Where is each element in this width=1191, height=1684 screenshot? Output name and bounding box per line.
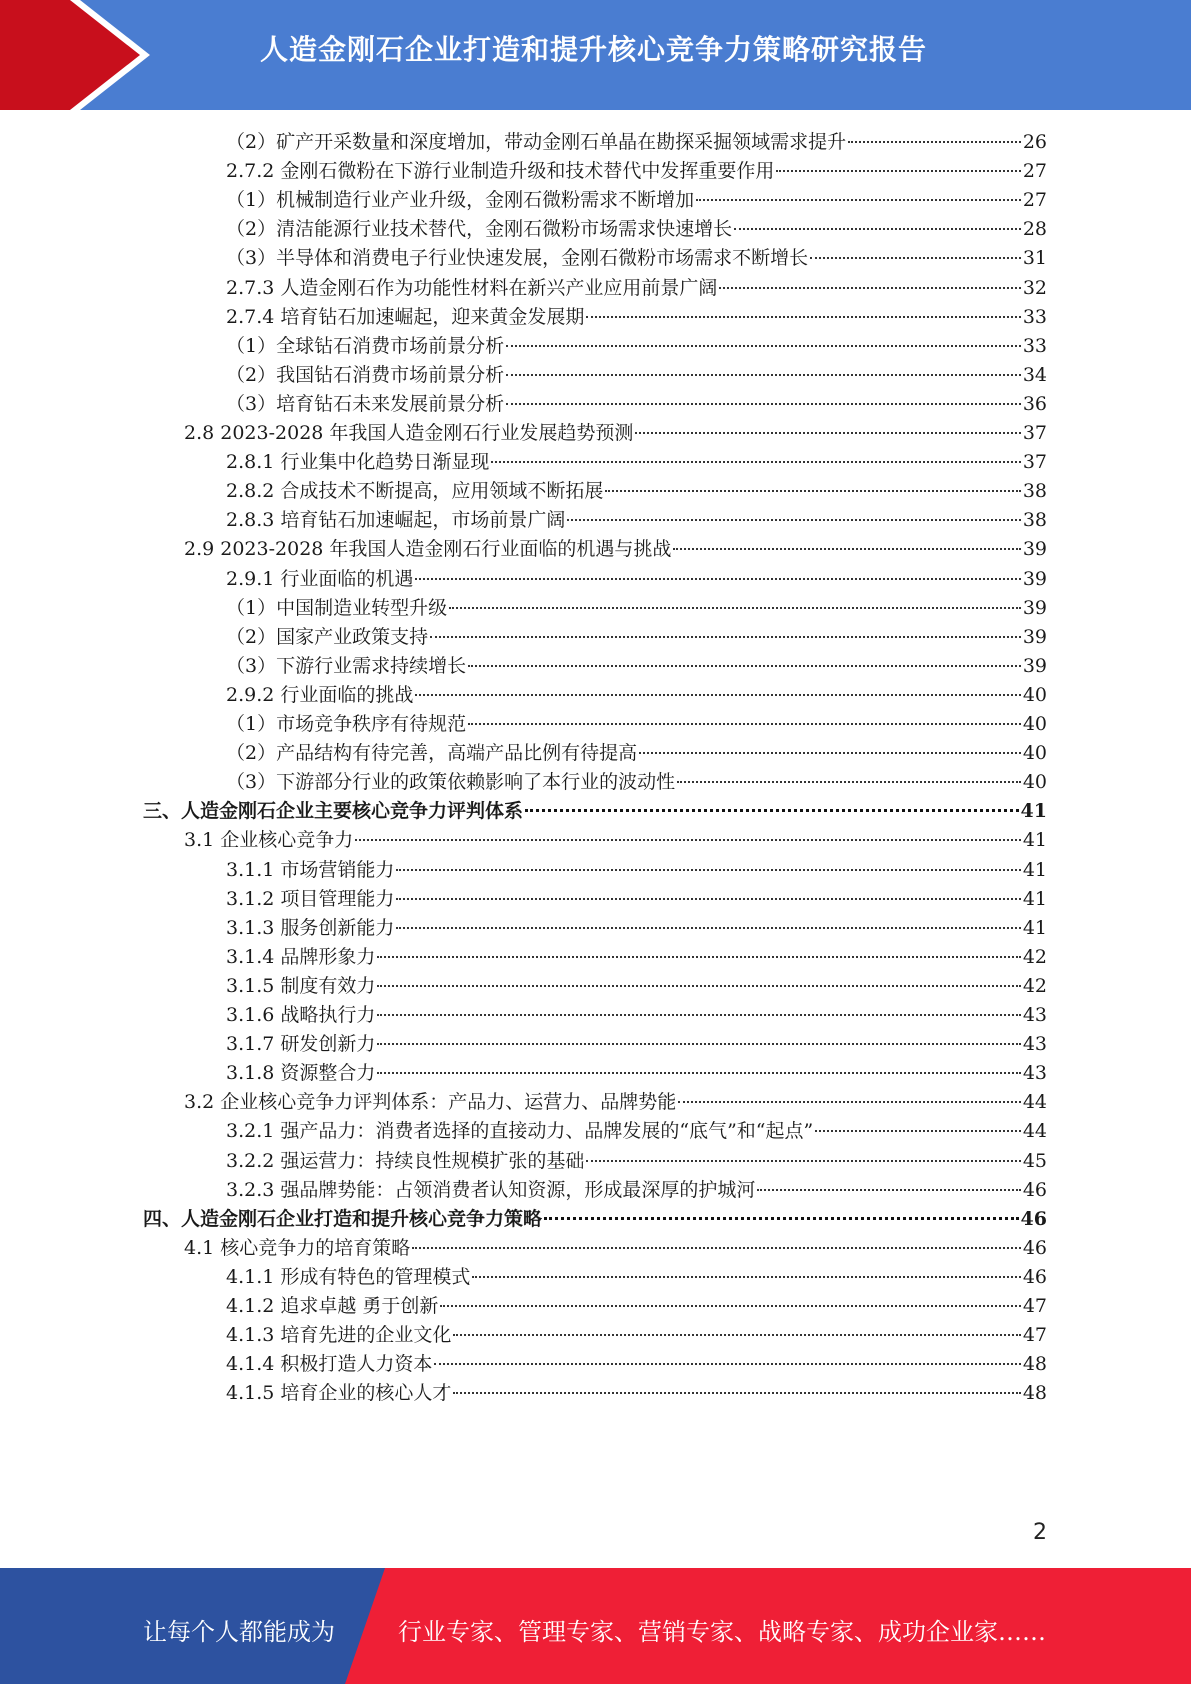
toc-entry[interactable]: [226, 738, 1047, 769]
toc-entry-title: 3.1.4 品牌形象力: [226, 945, 376, 968]
toc-entry-page: 27: [1022, 189, 1047, 212]
toc-dot-leader: [815, 1129, 1021, 1132]
toc-entry-title: 3.1.6 战略执行力: [226, 1004, 376, 1026]
toc-entry-page: 40: [1022, 771, 1047, 794]
toc-entry-page: 33: [1022, 305, 1047, 328]
toc-entry[interactable]: [226, 1175, 1047, 1206]
toc-entry[interactable]: [226, 273, 1047, 304]
toc-entry-page: 41: [1020, 800, 1047, 823]
toc-dot-leader: [696, 198, 1021, 201]
toc-dot-leader: [635, 431, 1020, 434]
footer-slogan-right: 行业专家、管理专家、营销专家、战略专家、成功企业家……: [398, 1618, 1046, 1646]
toc-entry-page: 43: [1022, 1033, 1047, 1056]
toc-entry-title: （3）下游部分行业的政策依赖影响了本行业的波动性: [226, 771, 676, 794]
toc-entry[interactable]: [184, 825, 1047, 856]
toc-entry-title: 2.8.3 培育钻石加速崛起，市场前景广阔: [226, 509, 566, 532]
toc-entry[interactable]: [184, 1233, 1047, 1264]
toc-entry[interactable]: [226, 1029, 1047, 1060]
toc-dot-leader: [449, 606, 1021, 609]
toc-entry[interactable]: [226, 855, 1047, 886]
toc-entry-page: 37: [1022, 422, 1047, 444]
toc-entry[interactable]: [226, 709, 1047, 740]
toc-entry-page: 41: [1022, 858, 1047, 881]
toc-dot-leader: [525, 808, 1019, 812]
toc-dot-leader: [848, 140, 1021, 143]
toc-entry-title: 三、人造金刚石企业主要核心竞争力评判体系: [143, 800, 524, 823]
toc-entry-title: （1）中国制造业转型升级: [226, 596, 448, 619]
toc-dot-leader: [377, 1071, 1020, 1074]
toc-entry-page: 36: [1022, 392, 1047, 415]
toc-dot-leader: [453, 1333, 1020, 1336]
toc-dot-leader: [440, 1304, 1020, 1307]
toc-entry[interactable]: [184, 418, 1047, 449]
toc-dot-leader: [757, 1188, 1020, 1191]
toc-entry-title: （3）培育钻石未来发展前景分析: [226, 392, 505, 415]
toc-entry-title: 3.1.3 服务创新能力: [226, 916, 395, 939]
toc-dot-leader: [506, 373, 1021, 376]
toc-entry-title: 3.1.8 资源整合力: [226, 1062, 376, 1085]
toc-dot-leader: [605, 489, 1020, 492]
toc-dot-leader: [377, 955, 1020, 958]
toc-dot-leader: [396, 868, 1020, 871]
toc-entry[interactable]: [226, 767, 1047, 798]
toc-entry-title: 4.1.4 积极打造人力资本: [226, 1353, 433, 1376]
toc-entry[interactable]: [226, 622, 1047, 653]
toc-entry-title: （1）机械制造行业产业升级，金刚石微粉需求不断增加: [226, 189, 695, 212]
toc-entry[interactable]: [226, 1291, 1047, 1322]
toc-dot-leader: [506, 344, 1021, 347]
toc-entry-title: 3.1.1 市场营销能力: [226, 858, 395, 881]
toc-entry[interactable]: [226, 1058, 1047, 1089]
toc-entry[interactable]: [226, 185, 1047, 216]
toc-entry-title: 4.1.2 追求卓越 勇于创新: [226, 1295, 439, 1317]
report-title: 人造金刚石企业打造和提升核心竞争力策略研究报告: [260, 33, 928, 66]
toc-dot-leader: [673, 547, 1020, 550]
toc-entry-title: （2）清洁能源行业技术替代，金刚石微粉市场需求快速增长: [226, 218, 733, 241]
toc-entry-title: 3.2.1 强产品力：消费者选择的直接动力、品牌发展的“底气”和“起点”: [226, 1120, 814, 1143]
toc-entry[interactable]: [226, 302, 1047, 333]
toc-entry-page: 41: [1022, 916, 1047, 939]
toc-entry[interactable]: [226, 1262, 1047, 1293]
toc-entry[interactable]: [143, 1204, 1047, 1235]
toc-dot-leader: [472, 1275, 1020, 1278]
toc-dot-leader: [377, 1042, 1020, 1045]
toc-entry-title: 3.1 企业核心竞争力: [184, 829, 354, 852]
toc-entry-page: 39: [1022, 625, 1047, 648]
page-footer: [0, 1568, 1191, 1684]
toc-entry[interactable]: [184, 1087, 1047, 1118]
toc-entry-page: 47: [1022, 1324, 1047, 1347]
toc-entry[interactable]: [226, 360, 1047, 391]
toc-entry-title: 3.2.3 强品牌势能：占领消费者认知资源，形成最深厚的护城河: [226, 1178, 756, 1201]
toc-dot-leader: [491, 460, 1020, 463]
toc-entry[interactable]: [143, 796, 1047, 827]
toc-entry[interactable]: [226, 156, 1047, 187]
toc-entry-title: 4.1.3 培育先进的企业文化: [226, 1324, 452, 1347]
toc-entry-page: 34: [1022, 363, 1047, 386]
toc-dot-leader: [734, 227, 1021, 230]
toc-entry-page: 46: [1022, 1236, 1047, 1259]
toc-dot-leader: [567, 518, 1020, 521]
toc-entry-page: 31: [1022, 247, 1047, 270]
toc-entry-page: 39: [1022, 596, 1047, 619]
toc-dot-leader: [678, 1100, 1021, 1103]
toc-entry-title: 4.1 核心竞争力的培育策略: [184, 1236, 411, 1259]
toc-entry-page: 33: [1022, 334, 1047, 357]
toc-entry-page: 42: [1022, 974, 1047, 997]
toc-entry[interactable]: [226, 331, 1047, 362]
toc-dot-leader: [355, 838, 1021, 841]
toc-entry-title: 3.2.2 强运营力：持续良性规模扩张的基础: [226, 1149, 585, 1172]
toc-dot-leader: [415, 693, 1020, 696]
toc-entry-page: 40: [1022, 742, 1047, 765]
footer-slogan-left: 让每个人都能成为: [143, 1618, 335, 1646]
toc-entry-page: 43: [1022, 1062, 1047, 1085]
toc-entry-title: 2.8.2 合成技术不断提高，应用领域不断拓展: [226, 480, 604, 503]
toc-entry-title: （2）我国钻石消费市场前景分析: [226, 363, 505, 386]
toc-entry[interactable]: [226, 1320, 1047, 1351]
toc-entry-page: 47: [1022, 1295, 1047, 1317]
toc-entry-title: 2.9.2 行业面临的挑战: [226, 683, 414, 706]
toc-entry[interactable]: [226, 214, 1047, 245]
toc-dot-leader: [468, 664, 1021, 667]
toc-entry-page: 39: [1022, 567, 1047, 590]
toc-entry-page: 39: [1022, 538, 1047, 561]
toc-entry-title: 2.9 2023-2028 年我国人造金刚石行业面临的机遇与挑战: [184, 538, 672, 561]
toc-dot-leader: [377, 1013, 1020, 1016]
toc-entry[interactable]: [226, 884, 1047, 915]
toc-entry-title: 3.2 企业核心竞争力评判体系：产品力、运营力、品牌势能: [184, 1091, 677, 1114]
toc-entry-page: 44: [1022, 1091, 1047, 1114]
toc-entry-page: 38: [1022, 509, 1047, 532]
toc-entry-page: 40: [1022, 683, 1047, 706]
toc-entry[interactable]: [226, 447, 1047, 478]
toc-entry-title: 3.1.5 制度有效力: [226, 974, 376, 997]
toc-entry-title: （1）全球钻石消费市场前景分析: [226, 334, 505, 357]
toc-entry-title: 2.7.3 人造金刚石作为功能性材料在新兴产业应用前景广阔: [226, 276, 718, 299]
toc-dot-leader: [639, 751, 1021, 754]
toc-entry-title: （2）矿产开采数量和深度增加，带动金刚石单晶在勘探采掘领域需求提升: [226, 131, 847, 153]
toc-entry-page: 42: [1022, 945, 1047, 968]
toc-entry[interactable]: [226, 389, 1047, 420]
toc-entry[interactable]: [226, 593, 1047, 624]
toc-entry-title: （2）产品结构有待完善，高端产品比例有待提高: [226, 742, 638, 765]
toc-entry-page: 39: [1022, 654, 1047, 677]
toc-entry-page: 48: [1022, 1382, 1047, 1405]
toc-dot-leader: [544, 1216, 1019, 1220]
toc-entry-title: 2.8.1 行业集中化趋势日渐显现: [226, 451, 490, 474]
toc-entry-page: 32: [1022, 276, 1047, 299]
toc-entry[interactable]: [226, 971, 1047, 1002]
toc-entry-title: 2.7.2 金刚石微粉在下游行业制造升级和技术替代中发挥重要作用: [226, 160, 775, 183]
page-number: 2: [1033, 1520, 1047, 1545]
toc-entry-title: （1）市场竞争秩序有待规范: [226, 713, 467, 735]
toc-entry-page: 26: [1022, 131, 1047, 153]
toc-dot-leader: [430, 635, 1021, 638]
toc-entry-title: 四、人造金刚石企业打造和提升核心竞争力策略: [143, 1207, 543, 1230]
header-red-arrow: [0, 0, 160, 110]
toc-dot-leader: [586, 315, 1020, 318]
toc-entry[interactable]: [226, 564, 1047, 595]
toc-entry[interactable]: [226, 1349, 1047, 1380]
toc-entry-page: 44: [1022, 1120, 1047, 1143]
toc-entry-page: 40: [1022, 713, 1047, 735]
toc-entry-page: 27: [1022, 160, 1047, 183]
toc-entry-page: 38: [1022, 480, 1047, 503]
toc-dot-leader: [506, 402, 1021, 405]
toc-entry-page: 46: [1022, 1265, 1047, 1288]
toc-entry[interactable]: [226, 942, 1047, 973]
toc-entry-page: 41: [1022, 887, 1047, 910]
toc-entry[interactable]: [226, 680, 1047, 711]
toc-entry-title: 2.7.4 培育钻石加速崛起，迎来黄金发展期: [226, 305, 585, 328]
toc-dot-leader: [468, 722, 1021, 725]
toc-entry-page: 45: [1022, 1149, 1047, 1172]
toc-entry[interactable]: [226, 127, 1047, 158]
toc-dot-leader: [396, 897, 1020, 900]
toc-entry-title: 4.1.1 形成有特色的管理模式: [226, 1265, 471, 1288]
toc-entry-title: 3.1.7 研发创新力: [226, 1033, 376, 1056]
toc-entry-title: （3）下游行业需求持续增长: [226, 654, 467, 677]
toc-entry[interactable]: [226, 913, 1047, 944]
toc-entry-page: 46: [1020, 1207, 1047, 1230]
toc-dot-leader: [810, 256, 1021, 259]
toc-entry-title: （2）国家产业政策支持: [226, 625, 429, 648]
toc-entry[interactable]: [226, 1116, 1047, 1147]
toc-entry[interactable]: [226, 505, 1047, 536]
toc-dot-leader: [453, 1391, 1020, 1394]
toc-dot-leader: [434, 1362, 1020, 1365]
toc-dot-leader: [719, 286, 1020, 289]
toc-dot-leader: [677, 780, 1021, 783]
toc-entry[interactable]: [226, 1146, 1047, 1177]
toc-dot-leader: [396, 926, 1020, 929]
toc-entry-title: （3）半导体和消费电子行业快速发展，金刚石微粉市场需求不断增长: [226, 247, 809, 270]
toc-entry[interactable]: [226, 1378, 1047, 1409]
toc-entry-page: 28: [1022, 218, 1047, 241]
toc-dot-leader: [377, 984, 1020, 987]
toc-dot-leader: [415, 577, 1020, 580]
toc-entry-title: 3.1.2 项目管理能力: [226, 887, 395, 910]
toc-entry-title: 2.9.1 行业面临的机遇: [226, 567, 414, 590]
toc-dot-leader: [586, 1159, 1020, 1162]
toc-dot-leader: [412, 1246, 1021, 1249]
toc-entry[interactable]: [226, 1000, 1047, 1031]
toc-entry-title: 4.1.5 培育企业的核心人才: [226, 1382, 452, 1405]
toc-entry[interactable]: [226, 243, 1047, 274]
toc-entry[interactable]: [226, 651, 1047, 682]
toc-entry-page: 48: [1022, 1353, 1047, 1376]
toc-entry-page: 46: [1022, 1178, 1047, 1201]
toc-entry[interactable]: [184, 534, 1047, 565]
toc-entry[interactable]: [226, 476, 1047, 507]
toc-entry-page: 43: [1022, 1004, 1047, 1026]
toc-dot-leader: [776, 169, 1020, 172]
page-header: [0, 0, 1191, 110]
toc-entry-page: 37: [1022, 451, 1047, 474]
toc-entry-title: 2.8 2023-2028 年我国人造金刚石行业发展趋势预测: [184, 422, 634, 444]
toc-entry-page: 41: [1022, 829, 1047, 852]
